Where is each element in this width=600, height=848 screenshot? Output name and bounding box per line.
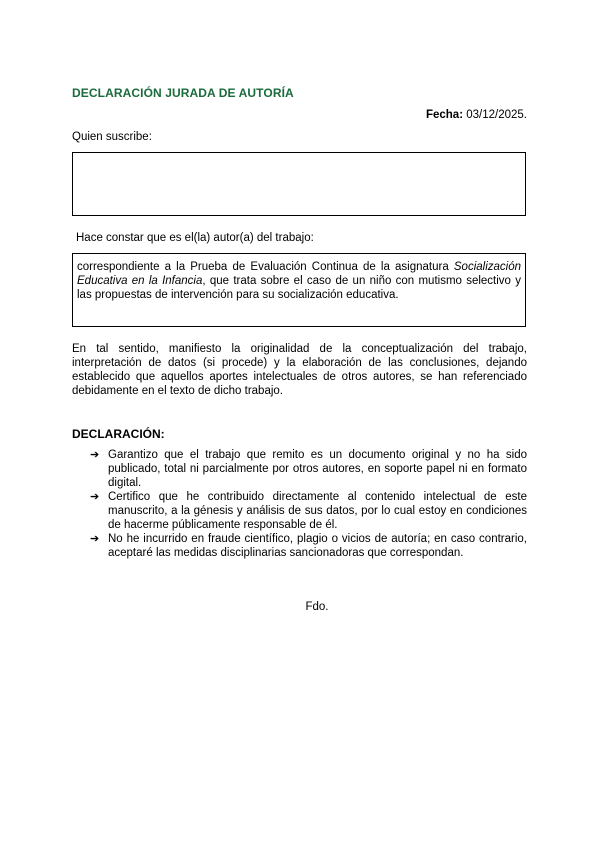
arrow-right-icon: ➔ bbox=[90, 533, 100, 545]
originality-paragraph: En tal sentido, manifiesto la originalidad de la conceptualización del trabajo, interpretación de datos (si procede) y la elaboración de las conclusiones, dejando establecido que aquellos aportes intelectuales de otros autores, se han referenciado debidamente en el texto de dicho trabajo. bbox=[72, 343, 527, 397]
signature-label: Fdo. bbox=[305, 601, 329, 613]
declaration-list bbox=[90, 448, 527, 560]
date-label: Fecha: bbox=[425, 109, 464, 121]
list-item-text: Garantizo que el trabajo que remito es un documento original y no ha sido publicado, total ni parcialmente por otros autores, en soporte papel ni en formato digital. bbox=[108, 449, 527, 489]
declaration-heading: DECLARACIÓN: bbox=[72, 427, 165, 441]
signer-name-field[interactable] bbox=[72, 152, 526, 216]
list-item bbox=[90, 448, 527, 490]
list-item bbox=[90, 490, 527, 532]
list-item bbox=[90, 532, 527, 560]
list-item-text: Certifico que he contribuido directamente al contenido intelectual de este manuscrito, a la génesis y análisis de sus datos, por lo cual estoy en condiciones de hacerme públicamente responsable de él. bbox=[108, 491, 527, 531]
work-description-text-1: correspondiente a la Prueba de Evaluación Continua de la asignatura bbox=[77, 261, 454, 273]
author-statement-label: Hace constar que es el(la) autor(a) del trabajo: bbox=[76, 232, 314, 244]
arrow-right-icon: ➔ bbox=[90, 491, 100, 503]
date-line bbox=[426, 109, 527, 121]
work-description-text-2: , que trata sobre el caso de un niño con mutismo selectivo y las propuestas de intervención para su socialización educativa. bbox=[77, 275, 521, 301]
work-description-box bbox=[72, 253, 526, 327]
list-item-text: No he incurrido en fraude científico, plagio o vicios de autoría; en caso contrario, aceptaré las medidas disciplinarias sancionadoras que correspondan. bbox=[108, 533, 527, 559]
subject-name: Socialización Educativa en la Infancia bbox=[77, 261, 521, 287]
signer-label: Quien suscribe: bbox=[72, 131, 152, 143]
date-value: 03/12/2025. bbox=[466, 109, 527, 121]
arrow-right-icon: ➔ bbox=[90, 449, 100, 461]
document-title: DECLARACIÓN JURADA DE AUTORÍA bbox=[72, 86, 294, 100]
